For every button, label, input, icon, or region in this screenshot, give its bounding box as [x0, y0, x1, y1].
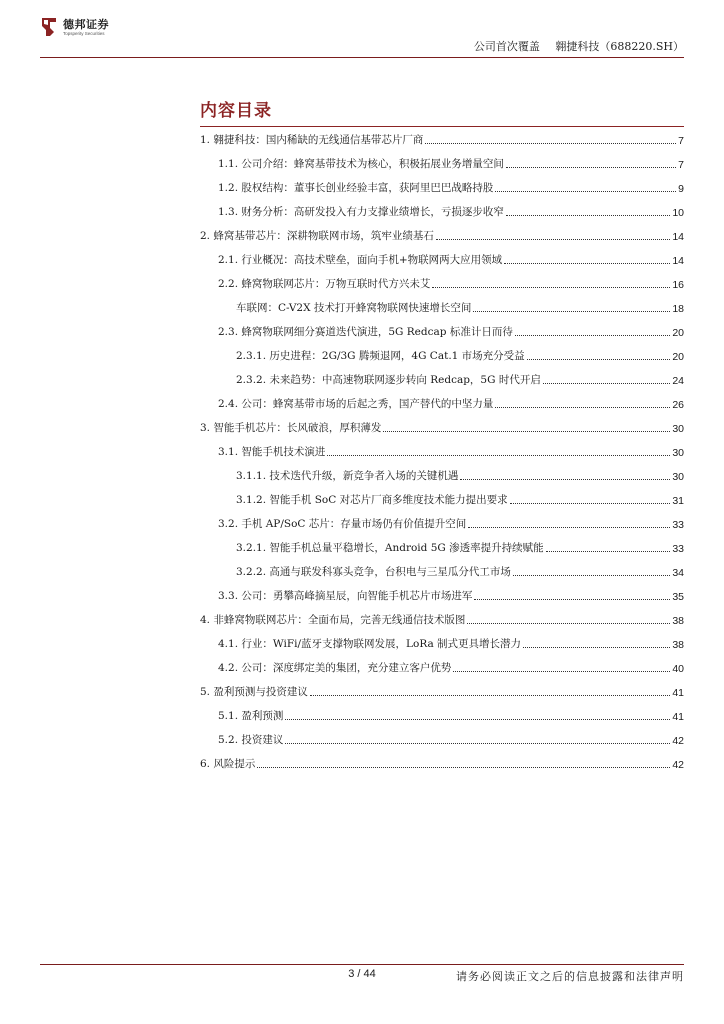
- toc-entry-text: 3. 智能手机芯片：长风破浪，厚积薄发: [200, 422, 382, 434]
- toc-entry-text: 3.1.1. 技术迭代升级，新竞争者入场的关键机遇: [236, 470, 459, 482]
- toc-dot-leader: [495, 191, 676, 192]
- company-ticker: 翱捷科技（688220.SH）: [555, 40, 684, 53]
- toc-dot-leader: [383, 431, 670, 432]
- toc-dot-leader: [523, 647, 670, 648]
- toc-entry[interactable]: [200, 247, 684, 271]
- toc-entry[interactable]: [200, 127, 684, 151]
- toc-entry[interactable]: [200, 343, 684, 367]
- toc-dot-leader: [513, 575, 670, 576]
- toc-dot-leader: [460, 479, 670, 480]
- toc-entry[interactable]: [200, 559, 684, 583]
- toc-dot-leader: [432, 287, 670, 288]
- toc-dot-leader: [310, 695, 670, 696]
- toc-entry-text: 2.4. 公司：蜂窝基带市场的后起之秀，国产替代的中坚力量: [218, 398, 494, 410]
- header-report-info: [462, 38, 684, 54]
- toc-entry-text: 2.3.1. 历史进程：2G/3G 腾频退网，4G Cat.1 市场充分受益: [236, 350, 525, 362]
- toc-entry-page: 18: [672, 303, 684, 315]
- toc-entry[interactable]: [200, 175, 684, 199]
- toc-entry-page: 42: [672, 735, 684, 747]
- logo-chinese-name: 德邦证券: [63, 17, 109, 31]
- toc-entry-page: 14: [672, 255, 684, 267]
- toc-entry-page: 30: [672, 423, 684, 435]
- page-header: [0, 0, 724, 62]
- toc-entry[interactable]: [200, 319, 684, 343]
- toc-entry-text: 3.3. 公司：勇攀高峰摘星辰，向智能手机芯片市场进军: [218, 590, 473, 602]
- footer-divider: [40, 964, 684, 965]
- toc-entry-page: 33: [672, 519, 684, 531]
- toc-dot-leader: [285, 719, 670, 720]
- toc-entry-page: 33: [672, 543, 684, 555]
- toc-dot-leader: [510, 503, 671, 504]
- toc-dot-leader: [527, 359, 671, 360]
- table-of-contents: [200, 127, 684, 775]
- toc-entry-page: 30: [672, 447, 684, 459]
- toc-entry-text: 3.2.1. 智能手机总量平稳增长，Android 5G 渗透率提升持续赋能: [236, 542, 544, 554]
- toc-entry-text: 车联网：C-V2X 技术打开蜂窝物联网快速增长空间: [236, 302, 472, 314]
- toc-entry-page: 9: [678, 183, 684, 195]
- header-divider: [40, 57, 684, 58]
- toc-entry-text: 3.1. 智能手机技术演进: [218, 446, 326, 458]
- toc-dot-leader: [327, 455, 670, 456]
- toc-entry[interactable]: [200, 511, 684, 535]
- toc-dot-leader: [467, 623, 670, 624]
- toc-dot-leader: [436, 239, 670, 240]
- toc-entry-text: 3.2.2. 高通与联发科寡头竞争，台积电与三星瓜分代工市场: [236, 566, 511, 578]
- toc-entry-text: 3.1.2. 智能手机 SoC 对芯片厂商多维度技术能力提出要求: [236, 494, 508, 506]
- toc-entry-text: 2.1. 行业概况：高技术壁垒，面向手机+物联网两大应用领域: [218, 254, 503, 266]
- toc-entry-page: 7: [678, 159, 684, 171]
- toc-entry-text: 2.2. 蜂窝物联网芯片：万物互联时代方兴未艾: [218, 278, 431, 290]
- toc-entry[interactable]: [200, 535, 684, 559]
- toc-dot-leader: [453, 671, 670, 672]
- toc-entry-page: 42: [672, 759, 684, 771]
- toc-entry-page: 38: [672, 639, 684, 651]
- toc-entry[interactable]: [200, 607, 684, 631]
- toc-entry-page: 41: [672, 711, 684, 723]
- toc-entry-text: 1.1. 公司介绍：蜂窝基带技术为核心，积极拓展业务增量空间: [218, 158, 504, 170]
- toc-entry[interactable]: [200, 463, 684, 487]
- toc-entry[interactable]: [200, 151, 684, 175]
- toc-entry-text: 1.3. 财务分析：高研发投入有力支撑业绩增长，亏损逐步收窄: [218, 206, 504, 218]
- toc-dot-leader: [506, 215, 670, 216]
- toc-entry[interactable]: [200, 199, 684, 223]
- toc-entry-page: 30: [672, 471, 684, 483]
- toc-entry-text: 1.2. 股权结构：董事长创业经验丰富，获阿里巴巴战略持股: [218, 182, 494, 194]
- toc-entry-text: 2. 蜂窝基带芯片：深耕物联网市场，筑牢业绩基石: [200, 230, 434, 242]
- toc-entry-text: 2.3. 蜂窝物联网细分赛道迭代演进，5G Redcap 标准计日而待: [218, 326, 513, 338]
- toc-entry[interactable]: [200, 703, 684, 727]
- toc-entry-text: 2.3.2. 未来趋势：中高速物联网逐步转向 Redcap，5G 时代开启: [236, 374, 541, 386]
- toc-dot-leader: [504, 263, 670, 264]
- toc-entry[interactable]: [200, 655, 684, 679]
- toc-entry-page: 10: [672, 207, 684, 219]
- toc-dot-leader: [546, 551, 671, 552]
- toc-entry-text: 1. 翱捷科技：国内稀缺的无线通信基带芯片厂商: [200, 134, 424, 146]
- toc-entry-text: 5.1. 盈利预测: [218, 710, 284, 722]
- toc-entry-text: 5. 盈利预测与投资建议: [200, 686, 308, 698]
- toc-title: 内容目录: [200, 101, 272, 121]
- toc-entry-text: 4. 非蜂窝物联网芯片：全面布局，完善无线通信技术版图: [200, 614, 466, 626]
- toc-entry-page: 20: [672, 351, 684, 363]
- toc-entry-page: 40: [672, 663, 684, 675]
- toc-entry-page: 38: [672, 615, 684, 627]
- toc-dot-leader: [425, 143, 676, 144]
- toc-entry-text: 4.1. 行业：WiFi/蓝牙支撑物联网发展，LoRa 制式更具增长潜力: [218, 638, 522, 650]
- toc-entry[interactable]: [200, 679, 684, 703]
- toc-entry[interactable]: [200, 487, 684, 511]
- toc-entry[interactable]: [200, 727, 684, 751]
- deppon-logo-icon: [40, 16, 58, 38]
- toc-dot-leader: [515, 335, 670, 336]
- toc-dot-leader: [543, 383, 670, 384]
- toc-dot-leader: [473, 311, 670, 312]
- toc-entry[interactable]: [200, 295, 684, 319]
- toc-entry[interactable]: [200, 223, 684, 247]
- toc-entry[interactable]: [200, 271, 684, 295]
- company-logo: [40, 16, 109, 38]
- toc-dot-leader: [257, 767, 670, 768]
- toc-dot-leader: [474, 599, 670, 600]
- toc-entry-text: 3.2. 手机 AP/SoC 芯片：存量市场仍有价值提升空间: [218, 518, 467, 530]
- page-number: 3 / 44: [348, 968, 376, 980]
- toc-entry-text: 5.2. 投资建议: [218, 734, 284, 746]
- toc-entry-page: 20: [672, 327, 684, 339]
- toc-entry-page: 34: [672, 567, 684, 579]
- toc-entry[interactable]: [200, 751, 684, 775]
- toc-entry[interactable]: [200, 367, 684, 391]
- toc-entry[interactable]: [200, 439, 684, 463]
- toc-dot-leader: [506, 167, 676, 168]
- toc-dot-leader: [495, 407, 670, 408]
- report-type: 公司首次覆盖: [473, 40, 540, 53]
- toc-dot-leader: [285, 743, 670, 744]
- logo-english-name: Topsperity Securities: [63, 30, 105, 36]
- toc-entry-page: 41: [672, 687, 684, 699]
- toc-entry-page: 16: [672, 279, 684, 291]
- toc-entry-page: 35: [672, 591, 684, 603]
- toc-entry[interactable]: [200, 631, 684, 655]
- legal-disclaimer: 请务必阅读正文之后的信息披露和法律声明: [456, 970, 684, 983]
- toc-entry-page: 24: [672, 375, 684, 387]
- toc-dot-leader: [468, 527, 670, 528]
- toc-entry[interactable]: [200, 583, 684, 607]
- toc-entry-page: 14: [672, 231, 684, 243]
- toc-entry-page: 31: [672, 495, 684, 507]
- toc-entry-page: 7: [678, 135, 684, 147]
- toc-entry[interactable]: [200, 391, 684, 415]
- toc-entry-text: 4.2. 公司：深度绑定美的集团，充分建立客户优势: [218, 662, 452, 674]
- toc-entry-page: 26: [672, 399, 684, 411]
- toc-entry[interactable]: [200, 415, 684, 439]
- toc-entry-text: 6. 风险提示: [200, 758, 256, 770]
